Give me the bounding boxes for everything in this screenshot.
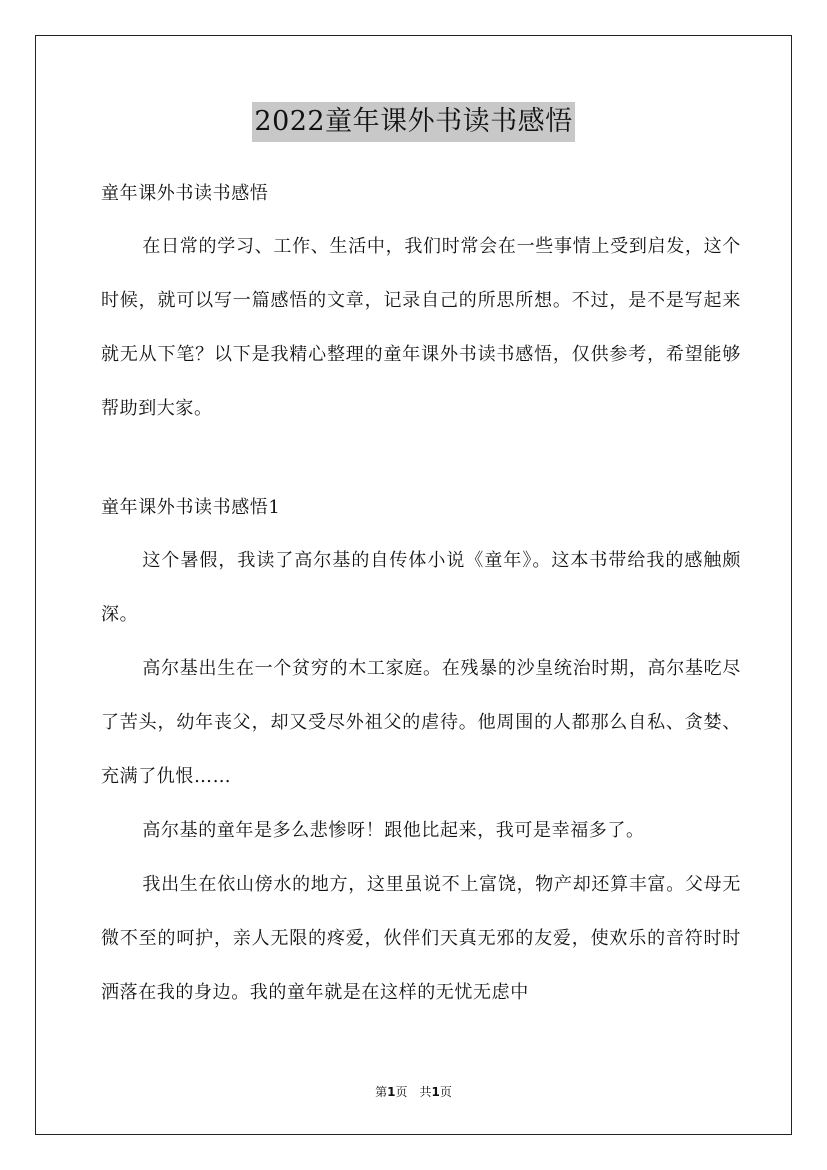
- body-paragraph: 这个暑假，我读了高尔基的自传体小说《童年》。这本书带给我的感触颇深。: [101, 550, 741, 625]
- body-paragraph: 高尔基的童年是多么悲惨呀！跟他比起来，我可是幸福多了。: [142, 820, 645, 841]
- section-heading-1: 童年课外书读书感悟1: [101, 497, 281, 518]
- document-subtitle: 童年课外书读书感悟: [101, 183, 269, 204]
- footer-page-total: 1: [431, 1085, 440, 1099]
- footer-page-prefix: 第: [375, 1085, 388, 1099]
- footer-total-prefix: 共: [419, 1085, 432, 1099]
- footer-page-suffix: 页: [395, 1085, 408, 1099]
- footer-total-suffix: 页: [439, 1085, 452, 1099]
- footer-page-current: 1: [387, 1085, 396, 1099]
- document-body: [101, 176, 741, 1020]
- intro-paragraph: 在日常的学习、工作、生活中，我们时常会在一些事情上受到启发，这个时候，就可以写一篇感悟的文章，记录自己的所思所想。不过，是不是写起来就无从下笔？以下是我精心整理的童年课外书读书感悟，仅供参考，希望能够帮助到大家。: [101, 236, 741, 419]
- body-paragraph: 我出生在依山傍水的地方，这里虽说不上富饶，物产却还算丰富。父母无微不至的呵护，亲人无限的疼爱，伙伴们天真无邪的友爱，使欢乐的音符时时洒落在我的身边。我的童年就是在这样的无忧无虑中: [101, 874, 741, 1003]
- page-footer: [0, 1083, 827, 1100]
- body-paragraph: 高尔基出生在一个贫穷的木工家庭。在残暴的沙皇统治时期，高尔基吃尽了苦头，幼年丧父，却又受尽外祖父的虐待。他周围的人都那么自私、贪婪、充满了仇恨……: [101, 658, 741, 787]
- document-title: 2022童年课外书读书感悟: [252, 102, 574, 142]
- title-container: [0, 102, 827, 142]
